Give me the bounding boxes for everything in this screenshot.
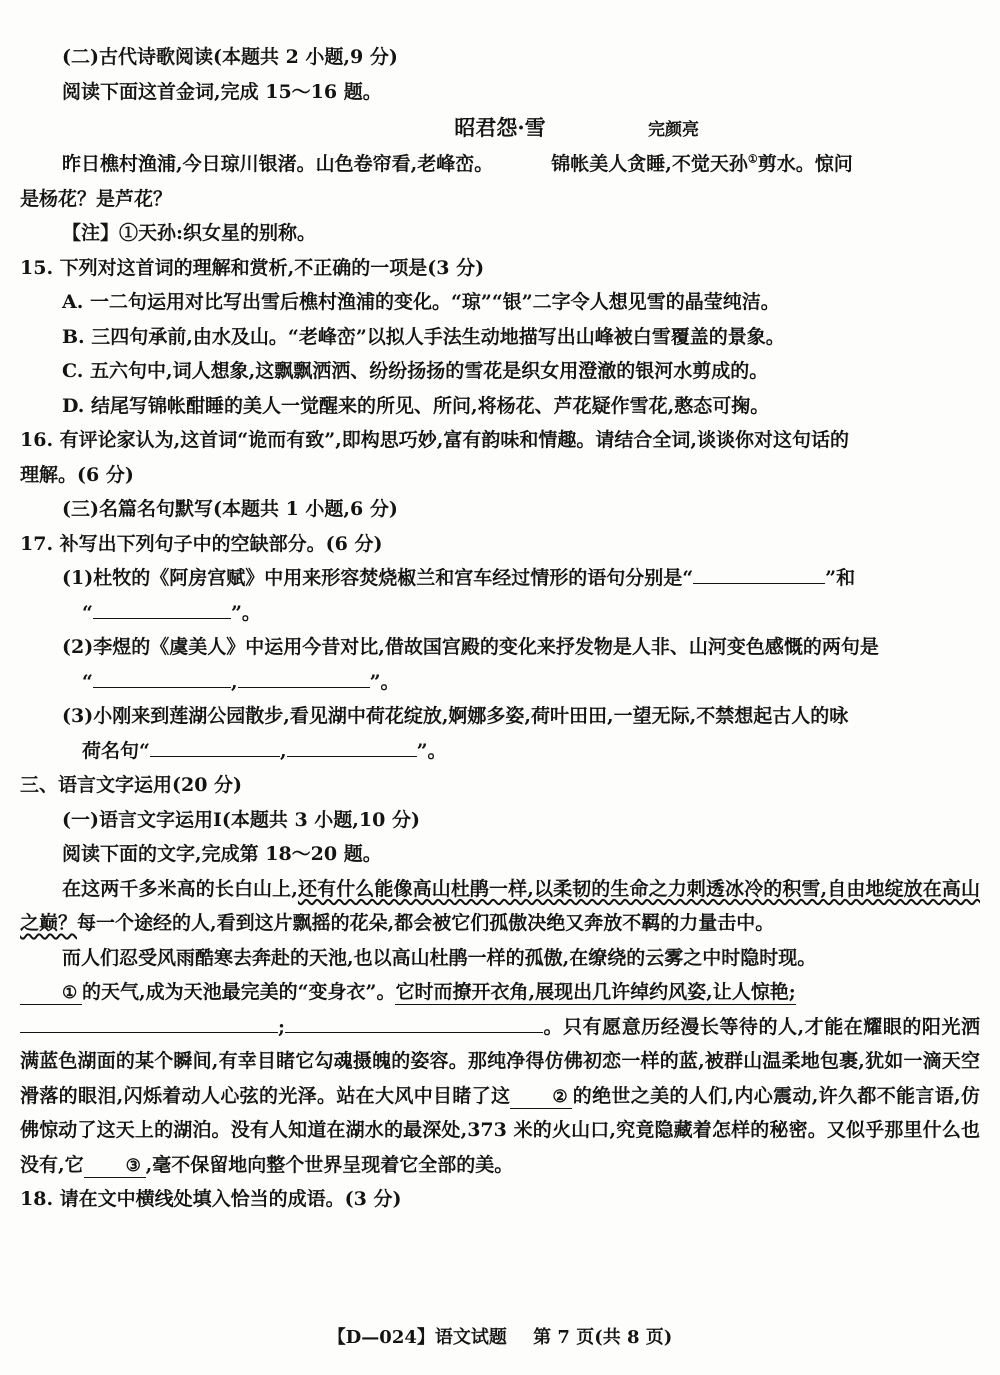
question-15-option-a: A. 一二句运用对比写出雪后樵村渔浦的变化。“琼”“银”二字令人想见雪的晶莹纯洁。 [62, 291, 780, 313]
sub2-quote-close: ”。 [369, 670, 400, 693]
sub3-comma: , [279, 739, 287, 762]
passage-answer-line-2[interactable] [285, 1010, 543, 1033]
question-17-sub1-line2 [20, 596, 980, 631]
sub1-end: ”和 [825, 567, 856, 589]
passage-answer-line-1[interactable] [20, 1010, 278, 1033]
passage-blank-2[interactable]: ② [510, 1086, 572, 1109]
passage-p2-mid: 的天气,成为天池最完美的“变身衣”。 [82, 981, 396, 1003]
passage-semicolon: ; [278, 1015, 286, 1038]
answer-blank-4[interactable] [238, 665, 370, 688]
instruction-poetry: 阅读下面这首金词,完成 15～16 题。 [62, 80, 382, 103]
poem-title-block [20, 109, 980, 147]
passage-p1-start: 在这两千多米高的长白山上, [62, 877, 298, 900]
poem-title: 昭君怨·雪 [454, 115, 546, 140]
passage-p2-start: 而人们忍受风雨酷寒去奔赴的天池,也以高山杜鹃一样的孤傲,在缭绕的云雾之中时隐时现。 [62, 946, 817, 969]
passage-p1-end: 每一个途经的人,看到这片飘摇的花朵,都会被它们孤傲决绝又奔放不羁的力量击中。 [77, 912, 775, 934]
poem-line-part3: 剪水。惊问 [757, 153, 853, 175]
poem-text-line1 [20, 147, 980, 182]
sub1-text: (1)杜牧的《阿房宫赋》中用来形容焚烧椒兰和宫车经过情形的语句分别是“ [62, 567, 694, 589]
subsection-heading-language: (一)语言文字运用Ⅰ(本题共 3 小题,10 分) [62, 808, 420, 831]
sub3-text: 荷名句“ [82, 739, 150, 762]
passage-paragraph-2 [20, 941, 980, 1183]
passage-p2-underlined: 它时而撩开衣角,展现出几许绰约风姿,让人惊艳; [395, 981, 796, 1003]
part-heading-language: 三、语言文字运用(20 分) [20, 774, 243, 796]
answer-blank-2[interactable] [93, 596, 231, 619]
passage-p1-wavy-underline: 还有什么能像高山杜鹃一样,以柔韧的生命之力刺透冰冷的积雪,自由地绽放在高山之巅？ [20, 877, 980, 934]
passage-p2-end: ,毫不保留地向整个世界呈现着它全部的美。 [145, 1153, 514, 1176]
question-17-sub2-line2 [20, 665, 980, 700]
sub1-quote-close: ”。 [230, 601, 261, 624]
question-17-sub3-line2 [20, 734, 980, 769]
question-17-sub1-line1 [20, 561, 980, 596]
answer-blank-3[interactable] [93, 665, 231, 688]
footer-exam-code: 【D—024】语文试题 [327, 1327, 507, 1348]
poem-line-part1: 昨日樵村渔浦,今日琼川银渚。山色卷帘看,老峰峦。 [62, 153, 494, 175]
poem-author: 完颜亮 [648, 120, 699, 140]
passage-blank-1[interactable]: ① [20, 982, 82, 1005]
answer-blank-5[interactable] [150, 734, 280, 757]
question-15-option-c: C. 五六句中,词人想象,这飘飘洒洒、纷纷扬扬的雪花是织女用澄澈的银河水剪成的。 [62, 360, 769, 382]
question-15-stem: 15. 下列对这首词的理解和赏析,不正确的一项是(3 分) [20, 256, 485, 279]
page-footer [0, 1321, 1000, 1356]
question-17-sub2-line1: (2)李煜的《虞美人》中运用今昔对比,借故国宫殿的变化来抒发物是人非、山河变色感慨的两句是 [62, 636, 879, 658]
instruction-language: 阅读下面的文字,完成第 18～20 题。 [62, 843, 382, 865]
passage-p2-after-blanks: 。只有愿意历经漫长等待的人,才能在耀眼的阳光洒满蓝色湖面的某个瞬间,有幸目睹它勾魂摄魄的姿容。那纯净得仿佛初恋一样的蓝,被群山温柔地包裹,犹如一滴天空滑落的眼泪,闪烁着动人心弦的光泽。站在大风中目睹了这 [20, 1015, 980, 1107]
section-heading-recitation: (三)名篇名句默写(本题共 1 小题,6 分) [62, 498, 398, 520]
passage-p2-after2: 的绝世之美的人们,内心震动,许久都不能言语,仿佛惊动了这天上的湖泊。没有人知道在湖水的最深处,373 米的火山口,究竟隐藏着怎样的秘密。又似乎那里什么也没有,它 [20, 1084, 980, 1176]
footer-page-number: 第 7 页(共 8 页) [533, 1327, 673, 1348]
poem-text-line2: 是杨花？是芦花？ [20, 187, 173, 210]
answer-blank-1[interactable] [693, 561, 825, 584]
sub3-quote-close: ”。 [416, 739, 447, 762]
section-heading-poetry: (二)古代诗歌阅读(本题共 2 小题,9 分) [62, 46, 398, 68]
passage-blank-3[interactable]: ③ [84, 1155, 146, 1178]
sub2-quote-open: “ [82, 670, 93, 693]
note-mark: ① [747, 152, 758, 166]
question-17-stem: 17. 补写出下列句子中的空缺部分。(6 分) [20, 532, 383, 555]
sub2-comma: , [230, 670, 238, 693]
question-17-sub3-line1: (3)小刚来到莲湖公园散步,看见湖中荷花绽放,婀娜多姿,荷叶田田,一望无际,不禁想起古人的咏 [62, 705, 849, 727]
question-16-line1: 16. 有评论家认为,这首词“诡而有致”,即构思巧妙,富有韵味和情趣。请结合全词,谈谈你对这句话的 [20, 429, 849, 451]
question-18: 18. 请在文中横线处填入恰当的成语。(3 分) [20, 1188, 402, 1210]
question-15-option-d: D. 结尾写锦帐酣睡的美人一觉醒来的所见、所问,将杨花、芦花疑作雪花,憨态可掬。 [62, 394, 770, 417]
poem-line-part2: 锦帐美人贪睡,不觉天孙 [551, 153, 748, 175]
question-15-option-b: B. 三四句承前,由水及山。“老峰峦”以拟人手法生动地描写出山峰被白雪覆盖的景象。 [62, 325, 785, 348]
question-16-line2: 理解。(6 分) [20, 463, 134, 486]
answer-blank-6[interactable] [287, 734, 417, 757]
poem-note: 【注】①天孙:织女星的别称。 [62, 222, 317, 244]
passage-paragraph-1 [20, 872, 980, 941]
sub1-quote-open: “ [82, 601, 93, 624]
